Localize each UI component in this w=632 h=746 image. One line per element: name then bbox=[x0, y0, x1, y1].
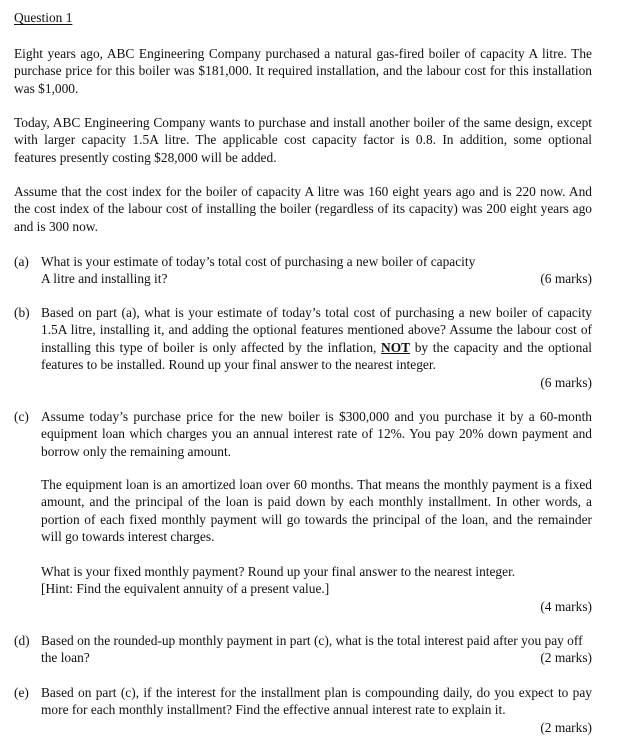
part-d-label: (d) bbox=[14, 633, 30, 648]
part-e-label: (e) bbox=[14, 685, 29, 700]
question-heading: Question 1 bbox=[14, 10, 73, 25]
part-c-text-1: Assume today’s purchase price for the new boiler is $300,000 and you purchase it by a 60-month equipment loan which charges you an annual interest rate of 12%. You pay 20% down payment and borrow only the remaining amount. bbox=[41, 409, 592, 459]
part-a-label: (a) bbox=[14, 254, 29, 269]
intro-paragraph-3: Assume that the cost index for the boiler of capacity A litre was 160 eight years ago and is 220 now. And the cost index of the labour cost of installing the boiler (regardless of its capacity) was 200 eight years ago and is 300 now. bbox=[14, 184, 592, 234]
part-b-label: (b) bbox=[14, 305, 30, 320]
part-b-text-after: by the capacity and the optional features to be installed. Round up your final answer to the nearest integer. bbox=[41, 339, 592, 373]
part-a bbox=[14, 253, 592, 293]
part-d-marks: (2 marks) bbox=[540, 650, 592, 665]
part-a-text: What is your estimate of today’s total cost of purchasing a new boiler of capacity A litre and installing it? bbox=[41, 254, 476, 287]
part-d-text: Based on the rounded-up monthly payment in part (c), what is the total interest paid after you pay off the loan? bbox=[41, 633, 583, 666]
part-c-label: (c) bbox=[14, 409, 29, 424]
part-c-marks: (4 marks) bbox=[540, 599, 592, 614]
part-e bbox=[14, 684, 592, 744]
part-d bbox=[14, 632, 592, 672]
part-b-marks: (6 marks) bbox=[540, 375, 592, 390]
part-b-text-before: Based on part (a), what is your estimate of today’s total cost of purchasing a new boiler of capacity 1.5A litre, installing it, and adding the optional features mentioned above? Assume the labour cost of installing this type of boiler is only affected by the inflation, bbox=[41, 305, 592, 355]
part-e-marks: (2 marks) bbox=[540, 720, 592, 735]
intro-paragraph-2: Today, ABC Engineering Company wants to purchase and install another boiler of the same design, except with larger capacity 1.5A litre. The applicable cost capacity factor is 0.8. In addition, some optional features presently costing $28,000 will be added. bbox=[14, 115, 592, 165]
part-c-text-2: The equipment loan is an amortized loan over 60 months. That means the monthly payment is a fixed amount, and the principal of the loan is paid down by each monthly installment. In other words, a portion of each fixed monthly payment will go towards the principal of the loan, and the remainder will go towards interest charges. bbox=[41, 477, 592, 545]
part-b-emphasis-not: NOT bbox=[381, 339, 411, 355]
intro-paragraph-1: Eight years ago, ABC Engineering Company purchased a natural gas-fired boiler of capacity A litre. The purchase price for this boiler was $181,000. It required installation, and the labour cost for this installation was $1,000. bbox=[14, 46, 592, 96]
part-e-text: Based on part (c), if the interest for the installment plan is compounding daily, do you expect to pay more for each monthly installment? Find the effective annual interest rate to explain it. bbox=[41, 685, 592, 718]
part-c-text-3: What is your fixed monthly payment? Round up your final answer to the nearest integer. bbox=[41, 564, 516, 579]
part-c-hint: [Hint: Find the equivalent annuity of a present value.] bbox=[41, 581, 330, 596]
part-b-text bbox=[41, 304, 592, 374]
part-b bbox=[14, 304, 592, 394]
part-a-marks: (6 marks) bbox=[540, 271, 592, 286]
part-c bbox=[14, 408, 592, 618]
